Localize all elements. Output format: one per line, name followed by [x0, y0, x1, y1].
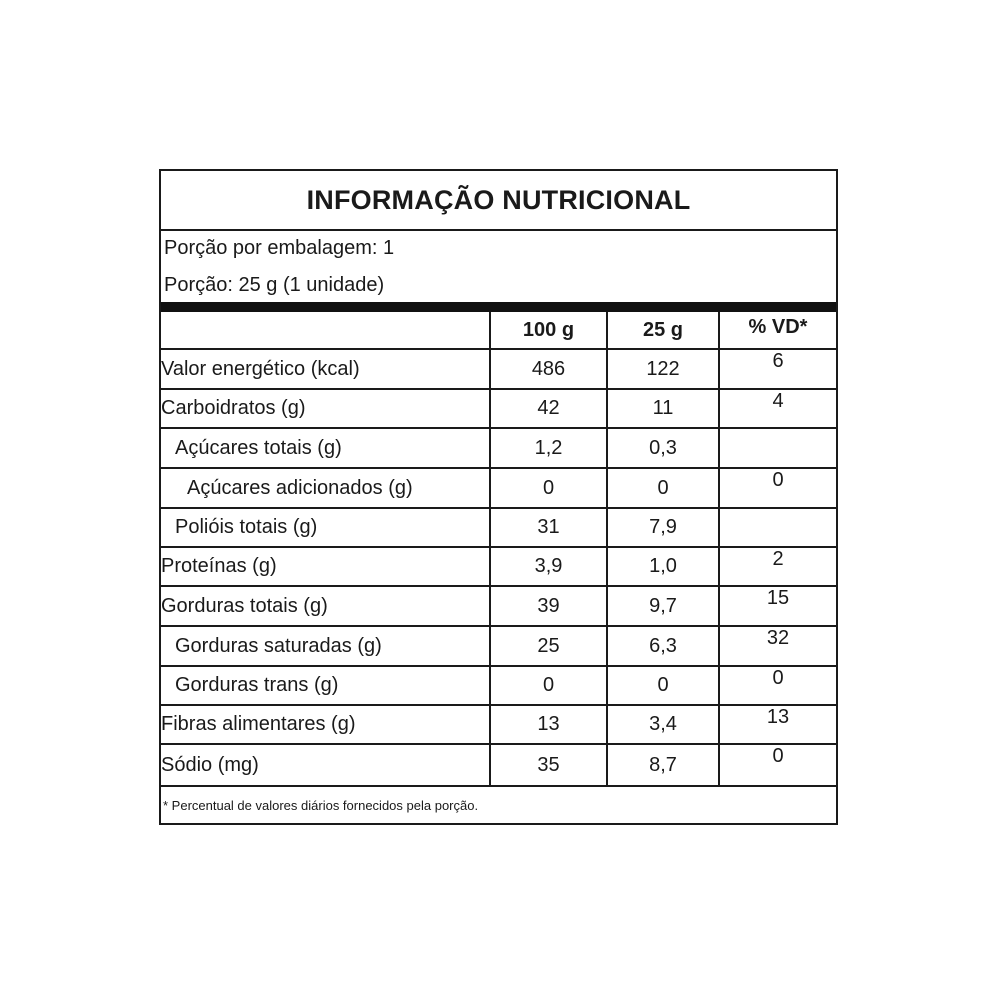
value-per-100g: 35 — [490, 744, 607, 786]
daily-value-percent: 4 — [719, 389, 836, 428]
nutrient-name: Gorduras saturadas (g) — [161, 626, 490, 666]
header-per-portion: 25 g — [607, 312, 719, 349]
table-row — [161, 428, 836, 468]
daily-value-percent: 6 — [719, 349, 836, 389]
footnote: * Percentual de valores diários fornecidos pela porção. — [163, 798, 479, 813]
daily-value-percent: 15 — [719, 586, 836, 626]
thick-divider — [161, 302, 836, 312]
daily-value-percent: 0 — [719, 744, 836, 786]
value-per-portion: 1,0 — [607, 547, 719, 586]
nutrient-name: Valor energético (kcal) — [161, 349, 490, 389]
nutrient-name: Gorduras totais (g) — [161, 586, 490, 626]
value-per-portion: 6,3 — [607, 626, 719, 666]
value-per-100g: 39 — [490, 586, 607, 626]
nutrient-name: Sódio (mg) — [161, 744, 490, 786]
value-per-portion: 0 — [607, 666, 719, 705]
nutrient-name: Açúcares adicionados (g) — [161, 468, 490, 508]
value-per-100g: 13 — [490, 705, 607, 744]
table-row — [161, 586, 836, 626]
value-per-portion: 0,3 — [607, 428, 719, 468]
table-row — [161, 389, 836, 428]
nutrition-rows — [161, 349, 836, 786]
table-row — [161, 547, 836, 586]
table-header-row — [161, 312, 836, 349]
table-row — [161, 468, 836, 508]
nutrient-name: Gorduras trans (g) — [161, 666, 490, 705]
value-per-portion: 3,4 — [607, 705, 719, 744]
value-per-100g: 42 — [490, 389, 607, 428]
header-daily-value: % VD* — [719, 312, 836, 349]
daily-value-percent: 32 — [719, 626, 836, 666]
daily-value-percent: 2 — [719, 547, 836, 586]
value-per-100g: 25 — [490, 626, 607, 666]
daily-value-percent — [719, 428, 836, 468]
nutrient-name: Polióis totais (g) — [161, 508, 490, 547]
table-row — [161, 508, 836, 547]
label-title: INFORMAÇÃO NUTRICIONAL — [161, 171, 836, 231]
value-per-portion: 122 — [607, 349, 719, 389]
value-per-100g: 0 — [490, 468, 607, 508]
table-row — [161, 349, 836, 389]
daily-value-percent: 13 — [719, 705, 836, 744]
table-row — [161, 626, 836, 666]
nutrition-table — [161, 312, 836, 787]
value-per-portion: 9,7 — [607, 586, 719, 626]
value-per-100g: 31 — [490, 508, 607, 547]
value-per-portion: 0 — [607, 468, 719, 508]
nutrition-facts-label — [159, 169, 838, 825]
nutrient-name: Proteínas (g) — [161, 547, 490, 586]
daily-value-percent: 0 — [719, 666, 836, 705]
header-per-100g: 100 g — [490, 312, 607, 349]
value-per-portion: 8,7 — [607, 744, 719, 786]
portion-size: Porção: 25 g (1 unidade) — [164, 274, 385, 296]
value-per-100g: 0 — [490, 666, 607, 705]
value-per-100g: 3,9 — [490, 547, 607, 586]
header-nutrient — [161, 312, 490, 349]
daily-value-percent: 0 — [719, 468, 836, 508]
nutrient-name: Carboidratos (g) — [161, 389, 490, 428]
value-per-100g: 1,2 — [490, 428, 607, 468]
table-row — [161, 666, 836, 705]
value-per-portion: 7,9 — [607, 508, 719, 547]
table-row — [161, 744, 836, 786]
daily-value-percent — [719, 508, 836, 547]
value-per-portion: 11 — [607, 389, 719, 428]
nutrient-name: Fibras alimentares (g) — [161, 705, 490, 744]
nutrient-name: Açúcares totais (g) — [161, 428, 490, 468]
table-row — [161, 705, 836, 744]
portions-per-package: Porção por embalagem: 1 — [164, 237, 395, 259]
value-per-100g: 486 — [490, 349, 607, 389]
